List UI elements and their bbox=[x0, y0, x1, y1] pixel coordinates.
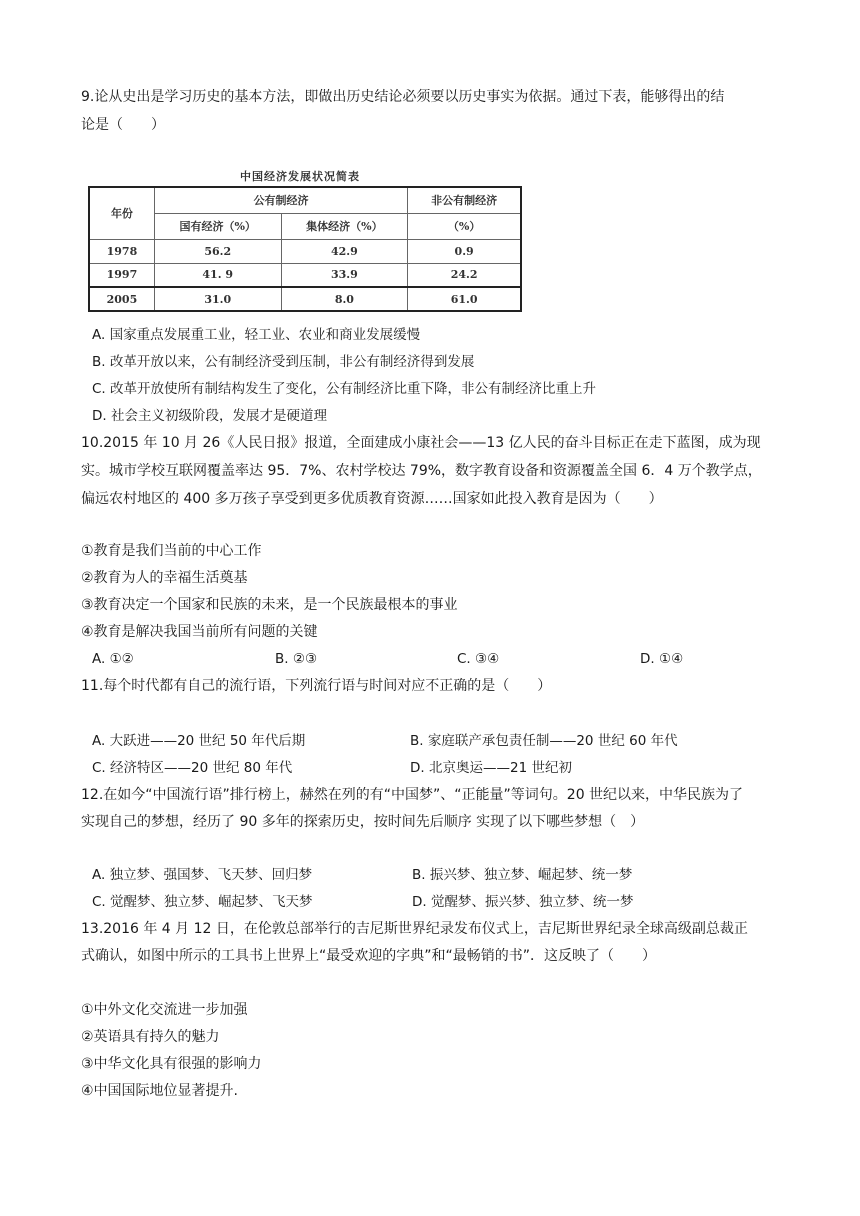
q10-item-4: ④教育是解决我国当前所有问题的关键 bbox=[81, 624, 318, 640]
table-row bbox=[89, 239, 521, 263]
cell-nonpublic: 61.0 bbox=[408, 287, 521, 311]
header-public: 公有制经济 bbox=[154, 187, 407, 213]
cell-state: 31.0 bbox=[154, 287, 281, 311]
q9-option-d: D. 社会主义初级阶段，发展才是硬道理 bbox=[92, 408, 327, 424]
q10-stem-line1: 10.2015 年 10 月 26《人民日报》报道，全面建成小康社会——13 亿人民的奋斗目标正在走下蓝图，成为现 bbox=[81, 435, 761, 451]
header-collective: 集体经济（%） bbox=[281, 213, 408, 239]
q11-option-b: B. 家庭联产承包责任制——20 世纪 60 年代 bbox=[410, 733, 678, 749]
header-year: 年份 bbox=[89, 187, 154, 239]
economy-table bbox=[88, 186, 522, 312]
cell-year: 2005 bbox=[89, 287, 154, 311]
q10-item-1: ①教育是我们当前的中心工作 bbox=[81, 543, 262, 559]
q13-stem-line1: 13.2016 年 4 月 12 日，在伦敦总部举行的吉尼斯世界纪录发布仪式上，吉尼斯世界纪录全球高级副总裁正 bbox=[81, 921, 748, 937]
cell-state: 41. 9 bbox=[154, 263, 281, 287]
cell-year: 1978 bbox=[89, 239, 154, 263]
q12-option-a: A. 独立梦、强国梦、飞天梦、回归梦 bbox=[92, 867, 313, 883]
table-row bbox=[89, 287, 521, 311]
q9-option-c: C. 改革开放使所有制结构发生了变化，公有制经济比重下降，非公有制经济比重上升 bbox=[92, 381, 597, 397]
q12-option-b: B. 振兴梦、独立梦、崛起梦、统一梦 bbox=[412, 867, 633, 883]
q10-option-b: B. ②③ bbox=[275, 651, 318, 667]
cell-collective: 8.0 bbox=[281, 287, 408, 311]
q12-option-d: D. 觉醒梦、振兴梦、独立梦、统一梦 bbox=[412, 894, 634, 910]
q11-option-c: C. 经济特区——20 世纪 80 年代 bbox=[92, 760, 293, 776]
q9-option-b: B. 改革开放以来，公有制经济受到压制，非公有制经济得到发展 bbox=[92, 354, 475, 370]
q9-option-a: A. 国家重点发展重工业，轻工业、农业和商业发展缓慢 bbox=[92, 327, 421, 343]
table-row bbox=[89, 263, 521, 287]
q13-item-2: ②英语具有持久的魅力 bbox=[81, 1029, 220, 1045]
q10-stem-line3: 偏远农村地区的 400 多万孩子享受到更多优质教育资源……国家如此投入教育是因为（ ） bbox=[81, 491, 663, 507]
q11-option-d: D. 北京奥运——21 世纪初 bbox=[410, 760, 572, 776]
q11-option-a: A. 大跃进——20 世纪 50 年代后期 bbox=[92, 733, 306, 749]
cell-state: 56.2 bbox=[154, 239, 281, 263]
q13-item-1: ①中外文化交流进一步加强 bbox=[81, 1002, 248, 1018]
cell-nonpublic: 24.2 bbox=[408, 263, 521, 287]
q10-option-d: D. ①④ bbox=[640, 651, 684, 667]
q11-stem: 11.每个时代都有自己的流行语，下列流行语与时间对应不正确的是（ ） bbox=[81, 678, 552, 694]
header-state: 国有经济（%） bbox=[154, 213, 281, 239]
q9-stem-line1: 9.论从史出是学习历史的基本方法，即做出历史结论必须要以历史事实为依据。通过下表，能够得出的结 bbox=[81, 89, 725, 105]
q9-stem-line2: 论是（ ） bbox=[81, 117, 165, 133]
table-title: 中国经济发展状况简表 bbox=[240, 170, 360, 183]
header-nonpublic-unit: （%） bbox=[408, 213, 521, 239]
header-nonpublic: 非公有制经济 bbox=[408, 187, 521, 213]
q13-item-3: ③中华文化具有很强的影响力 bbox=[81, 1056, 262, 1072]
cell-nonpublic: 0.9 bbox=[408, 239, 521, 263]
cell-year: 1997 bbox=[89, 263, 154, 287]
q10-option-a: A. ①② bbox=[92, 651, 134, 667]
q10-stem-line2: 实。城市学校互联网覆盖率达 95．7%、农村学校达 79%，数字教育设备和资源覆盖全国 6．4 万个教学点， bbox=[81, 463, 762, 479]
q12-option-c: C. 觉醒梦、独立梦、崛起梦、飞天梦 bbox=[92, 894, 313, 910]
q10-item-2: ②教育为人的幸福生活奠基 bbox=[81, 570, 248, 586]
q12-stem-line1: 12.在如今“中国流行语”排行榜上，赫然在列的有“中国梦”、“正能量”等词句。20 世纪以来，中华民族为了 bbox=[81, 787, 744, 803]
q13-stem-line2: 式确认，如图中所示的工具书上世界上“最受欢迎的字典”和“最畅销的书”．这反映了（ ） bbox=[81, 948, 657, 964]
q13-item-4: ④中国国际地位显著提升. bbox=[81, 1083, 239, 1099]
cell-collective: 42.9 bbox=[281, 239, 408, 263]
q10-item-3: ③教育决定一个国家和民族的未来，是一个民族最根本的事业 bbox=[81, 597, 458, 613]
q12-stem-line2: 实现自己的梦想，经历了 90 多年的探索历史，按时间先后顺序 实现了以下哪些梦想（ ） bbox=[81, 814, 645, 830]
q10-option-c: C. ③④ bbox=[457, 651, 500, 667]
cell-collective: 33.9 bbox=[281, 263, 408, 287]
